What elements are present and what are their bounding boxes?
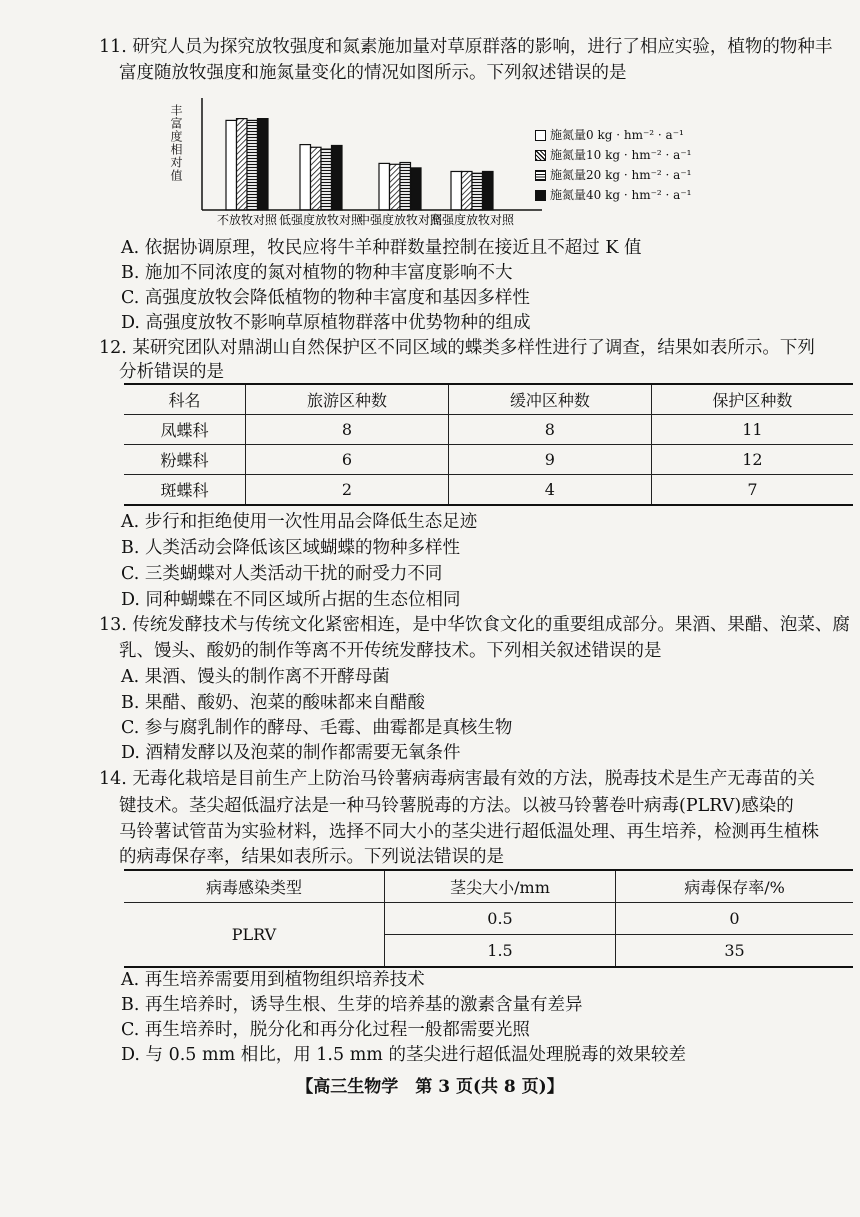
legend-label: 施氮量10 kg · hm⁻² · a⁻¹ <box>550 148 692 162</box>
q11-stem-line1: 11. 研究人员为探究放牧强度和氮素施加量对草原群落的影响，进行了相应实验，植物的物种丰 <box>99 37 833 57</box>
bar-3-2 <box>390 164 401 210</box>
q14-option-c: C. 再生培养时，脱分化和再分化过程一般都需要光照 <box>121 1020 530 1040</box>
bar-1-1 <box>226 120 237 210</box>
q13-stem-line2: 乳、馒头、酸奶的制作等离不开传统发酵技术。下列相关叙述错误的是 <box>119 641 662 661</box>
q12-option-b: B. 人类活动会降低该区域蝴蝶的物种多样性 <box>121 538 460 558</box>
bar-2-2 <box>311 147 322 210</box>
x-tick-label: 中强度放牧对照 <box>357 213 443 227</box>
table-header: 缓冲区种数 <box>448 384 651 415</box>
table-header: 保护区种数 <box>651 384 853 415</box>
x-tick-label: 低强度放牧对照 <box>278 213 364 227</box>
bar-1-4 <box>258 119 269 210</box>
table-header: 茎尖大小/mm <box>385 870 616 903</box>
q14-option-b: B. 再生培养时，诱导生根、生芽的培养基的激素含量有差异 <box>121 995 583 1015</box>
bar-3-3 <box>400 163 411 210</box>
q14-stem-line1: 14. 无毒化栽培是目前生产上防治马铃薯病毒病害最有效的方法，脱毒技术是生产无毒苗的关 <box>99 769 815 789</box>
table-header: 病毒保存率/% <box>616 870 854 903</box>
legend-swatch <box>535 190 546 201</box>
table-header-row <box>124 870 853 903</box>
legend-item <box>535 145 691 165</box>
legend-item <box>535 125 691 145</box>
q13-option-b: B. 果醋、酸奶、泡菜的酸味都来自醋酸 <box>121 693 425 713</box>
table-row <box>124 445 853 475</box>
q12-option-a: A. 步行和拒绝使用一次性用品会降低生态足迹 <box>121 512 478 532</box>
q11-option-c: C. 高强度放牧会降低植物的物种丰富度和基因多样性 <box>121 288 530 308</box>
table-header-row <box>124 384 853 415</box>
y-axis-label: 丰富度相对值 <box>169 104 183 182</box>
table-cell: 8 <box>448 415 651 445</box>
bar-4-4 <box>483 171 494 210</box>
bar-2-3 <box>321 149 332 210</box>
bar-2-1 <box>300 145 311 210</box>
q12-stem-line2: 分析错误的是 <box>119 362 224 382</box>
bar-4-3 <box>472 173 483 210</box>
bar-4-1 <box>451 171 462 210</box>
legend-swatch <box>535 150 546 161</box>
bar-2-4 <box>332 145 343 210</box>
bar-4-2 <box>462 171 473 210</box>
page-footer: 【高三生物学 第 3 页(共 8 页)】 <box>296 1077 564 1097</box>
q11-stem-line2: 富度随放牧强度和施氮量变化的情况如图所示。下列叙述错误的是 <box>119 63 627 83</box>
bar-3-4 <box>411 168 422 210</box>
table-row <box>124 903 853 935</box>
table-cell: 7 <box>651 475 853 506</box>
legend-item <box>535 165 691 185</box>
q13-stem-line1: 13. 传统发酵技术与传统文化紧密相连，是中华饮食文化的重要组成部分。果酒、果醋、泡菜、腐 <box>99 615 850 635</box>
q14-stem-line4: 的病毒保存率，结果如表所示。下列说法错误的是 <box>119 847 504 867</box>
table-cell: 1.5 <box>385 935 616 968</box>
x-tick-label: 不放牧对照 <box>216 213 278 227</box>
table-header: 科名 <box>124 384 246 415</box>
table-cell: 0 <box>616 903 854 935</box>
table-cell: 6 <box>246 445 449 475</box>
q12-option-d: D. 同种蝴蝶在不同区域所占据的生态位相同 <box>121 590 461 610</box>
q11-option-b: B. 施加不同浓度的氮对植物的物种丰富度影响不大 <box>121 263 513 283</box>
bar-3-1 <box>379 163 390 210</box>
q13-option-d: D. 酒精发酵以及泡菜的制作都需要无氧条件 <box>121 743 461 763</box>
bar-1-2 <box>237 119 248 210</box>
virus-table <box>124 869 853 968</box>
table-cell: 12 <box>651 445 853 475</box>
table-cell: 斑蝶科 <box>124 475 246 506</box>
legend-swatch <box>535 130 546 141</box>
table-cell: PLRV <box>124 903 385 968</box>
table-row <box>124 475 853 506</box>
q12-stem-line1: 12. 某研究团队对鼎湖山自然保护区不同区域的蝶类多样性进行了调查，结果如表所示。下列 <box>99 338 815 358</box>
q13-option-a: A. 果酒、馒头的制作离不开酵母菌 <box>121 667 390 687</box>
table-row <box>124 415 853 445</box>
q11-option-a: A. 依据协调原理，牧民应将牛羊种群数量控制在接近且不超过 K 值 <box>121 238 642 258</box>
legend-label: 施氮量40 kg · hm⁻² · a⁻¹ <box>550 188 692 202</box>
q11-option-d: D. 高强度放牧不影响草原植物群落中优势物种的组成 <box>121 313 531 333</box>
chart-legend <box>535 125 691 205</box>
table-cell: 8 <box>246 415 449 445</box>
table-cell: 35 <box>616 935 854 968</box>
table-cell: 粉蝶科 <box>124 445 246 475</box>
table-cell: 11 <box>651 415 853 445</box>
table-header: 病毒感染类型 <box>124 870 385 903</box>
table-cell: 4 <box>448 475 651 506</box>
table-cell: 0.5 <box>385 903 616 935</box>
legend-label: 施氮量0 kg · hm⁻² · a⁻¹ <box>550 128 684 142</box>
q14-option-d: D. 与 0.5 mm 相比，用 1.5 mm 的茎尖进行超低温处理脱毒的效果较差 <box>121 1045 686 1065</box>
table-cell: 2 <box>246 475 449 506</box>
table-cell: 9 <box>448 445 651 475</box>
q12-option-c: C. 三类蝴蝶对人类活动干扰的耐受力不同 <box>121 564 443 584</box>
table-cell: 凤蝶科 <box>124 415 246 445</box>
q13-option-c: C. 参与腐乳制作的酵母、毛霉、曲霉都是真核生物 <box>121 718 513 738</box>
q14-stem-line3: 马铃薯试管苗为实验材料，选择不同大小的茎尖进行超低温处理、再生培养，检测再生植株 <box>119 822 819 842</box>
legend-label: 施氮量20 kg · hm⁻² · a⁻¹ <box>550 168 692 182</box>
table-header: 旅游区种数 <box>246 384 449 415</box>
q14-stem-line2: 键技术。茎尖超低温疗法是一种马铃薯脱毒的方法。以被马铃薯卷叶病毒(PLRV)感染的 <box>119 796 794 816</box>
legend-swatch <box>535 170 546 181</box>
x-tick-label: 高强度放牧对照 <box>429 213 515 227</box>
bar-1-3 <box>247 120 258 210</box>
q14-option-a: A. 再生培养需要用到植物组织培养技术 <box>121 970 425 990</box>
legend-item <box>535 185 691 205</box>
butterfly-table <box>124 383 853 506</box>
